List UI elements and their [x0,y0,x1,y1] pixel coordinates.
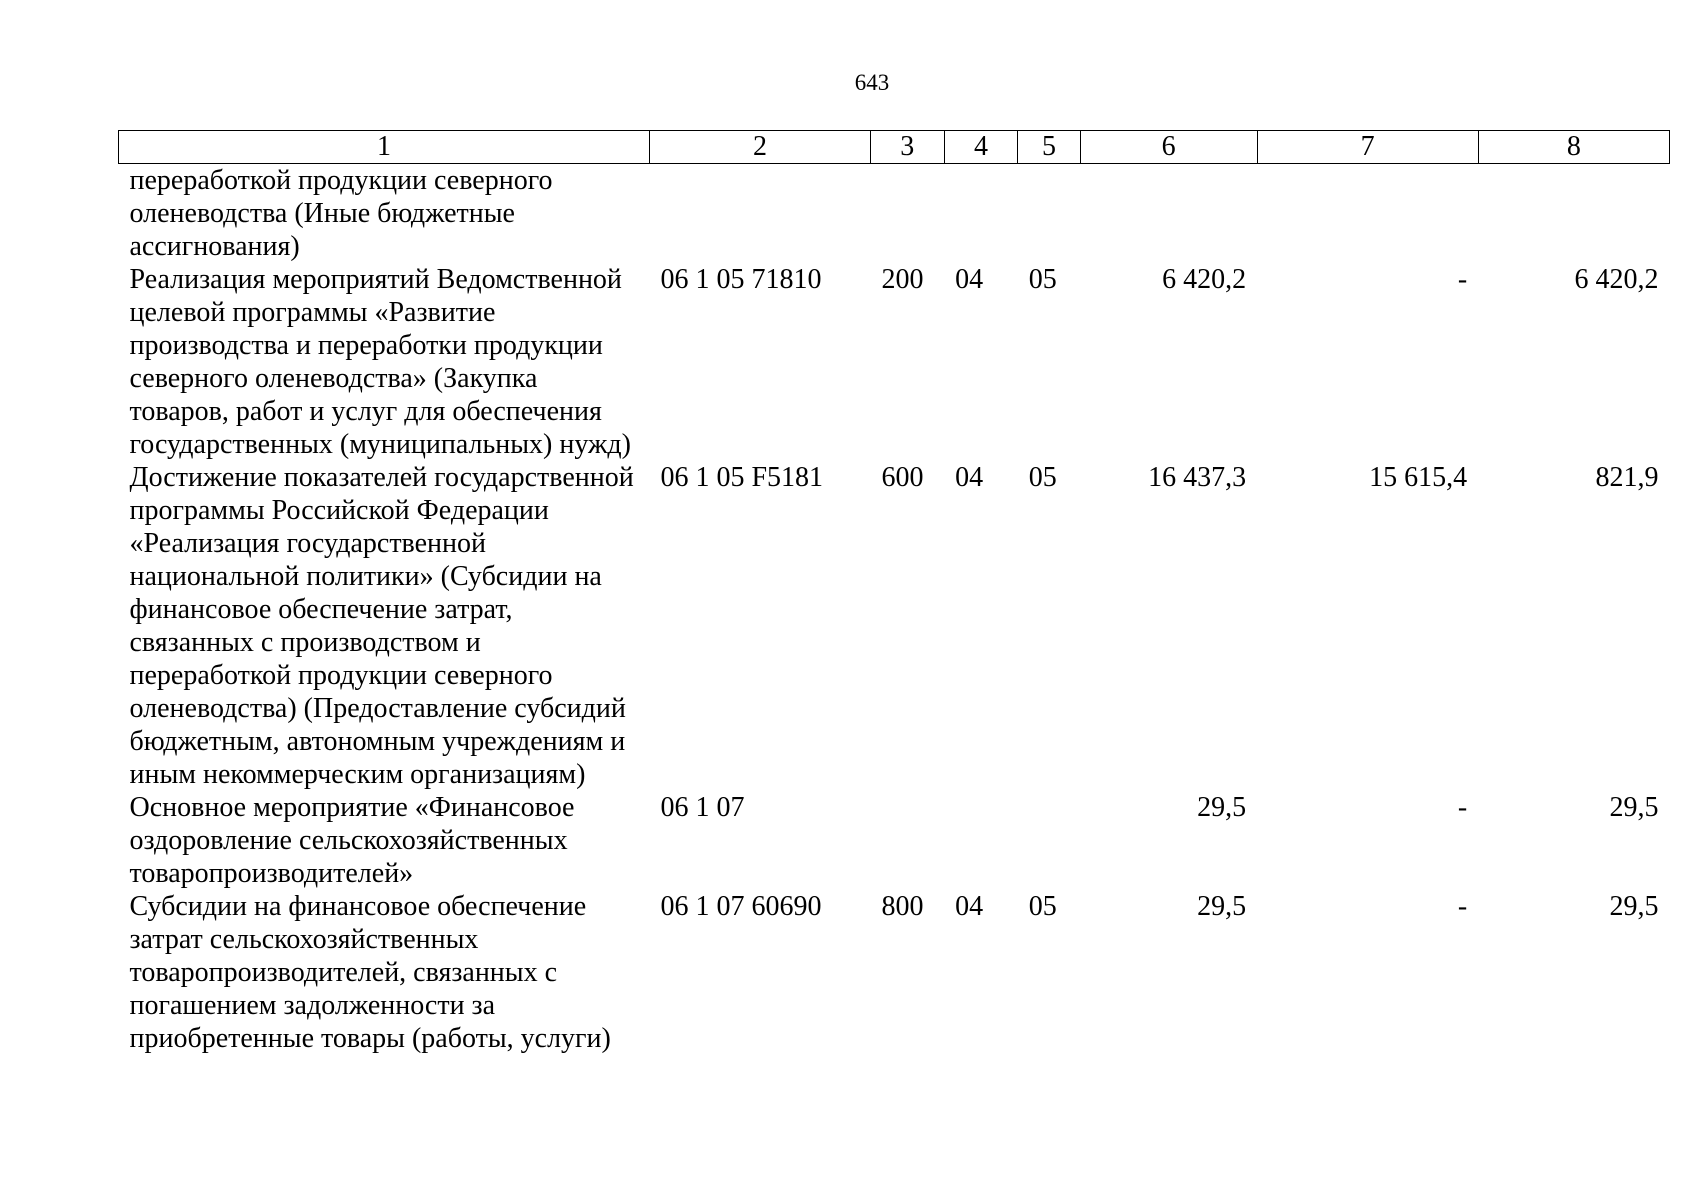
table-row [119,461,1670,791]
subsection: 05 [1028,264,1057,295]
section: 04 [955,891,984,922]
amount-col-8 [1478,164,1669,264]
amount-total: 29,5 [1197,792,1247,823]
item-code [649,164,870,264]
amount-col-8: 29,5 [1609,891,1659,922]
item-code: 06 1 07 [660,792,745,823]
amount-total: 6 420,2 [1162,264,1247,295]
amount-total: 29,5 [1197,891,1247,922]
expense-type [870,791,944,890]
amount-col-7: - [1457,891,1468,922]
subsection [1018,791,1080,890]
table-row [119,791,1670,890]
amount-col-8: 29,5 [1609,792,1659,823]
column-number-header-row [119,131,1670,164]
amount-col-7: - [1457,264,1468,295]
column-header-3: 3 [870,131,944,164]
item-name: Реализация мероприятий Ведомственной целевой программы «Развитие производства и переработки продукции северного оленеводства» (Закупка товаров, работ и услуг для обеспечения государственных (муниципальных) нужд) [129,264,631,460]
expense-type: 600 [881,462,924,493]
section: 04 [955,264,984,295]
item-name: Основное мероприятие «Финансовое оздоровление сельскохозяйственных товаропроизводителей» [129,792,575,889]
item-name: Достижение показателей государственной программы Российской Федерации «Реализация государственной национальной политики» (Субсидии на финансовое обеспечение затрат, связанных с производством и переработкой продукции северного оленеводства) (Предоставление субсидий бюджетным, автономным учреждениям и иным некоммерческим организациям) [129,462,634,790]
column-header-5: 5 [1018,131,1080,164]
item-code: 06 1 05 F5181 [660,462,824,493]
expense-type [870,164,944,264]
item-name: Субсидии на финансовое обеспечение затрат сельскохозяйственных товаропроизводителей, связанных с погашением задолженности за приобретенные товары (работы, услуги) [129,891,611,1054]
column-header-4: 4 [944,131,1018,164]
table-row [119,263,1670,461]
amount-col-8: 821,9 [1595,462,1659,493]
page-number: 643 [854,70,890,95]
expense-type: 800 [881,891,924,922]
amount-total: 16 437,3 [1148,462,1247,493]
amount-total [1080,164,1257,264]
subsection: 05 [1028,891,1057,922]
table-row [119,890,1670,1055]
section [944,164,1018,264]
column-header-1: 1 [119,131,650,164]
item-code: 06 1 07 60690 [660,891,822,922]
budget-table [118,130,1670,1055]
amount-col-7 [1257,164,1478,264]
item-name: переработкой продукции северного оленеводства (Иные бюджетные ассигнования) [129,165,553,262]
subsection [1018,164,1080,264]
column-header-7: 7 [1257,131,1478,164]
section: 04 [955,462,984,493]
subsection: 05 [1028,462,1057,493]
expense-type: 200 [881,264,924,295]
table-row [119,164,1670,264]
item-code: 06 1 05 71810 [660,264,822,295]
amount-col-8: 6 420,2 [1574,264,1659,295]
column-header-8: 8 [1478,131,1669,164]
column-header-6: 6 [1080,131,1257,164]
amount-col-7: 15 615,4 [1369,462,1468,493]
column-header-2: 2 [649,131,870,164]
section [944,791,1018,890]
amount-col-7: - [1457,792,1468,823]
